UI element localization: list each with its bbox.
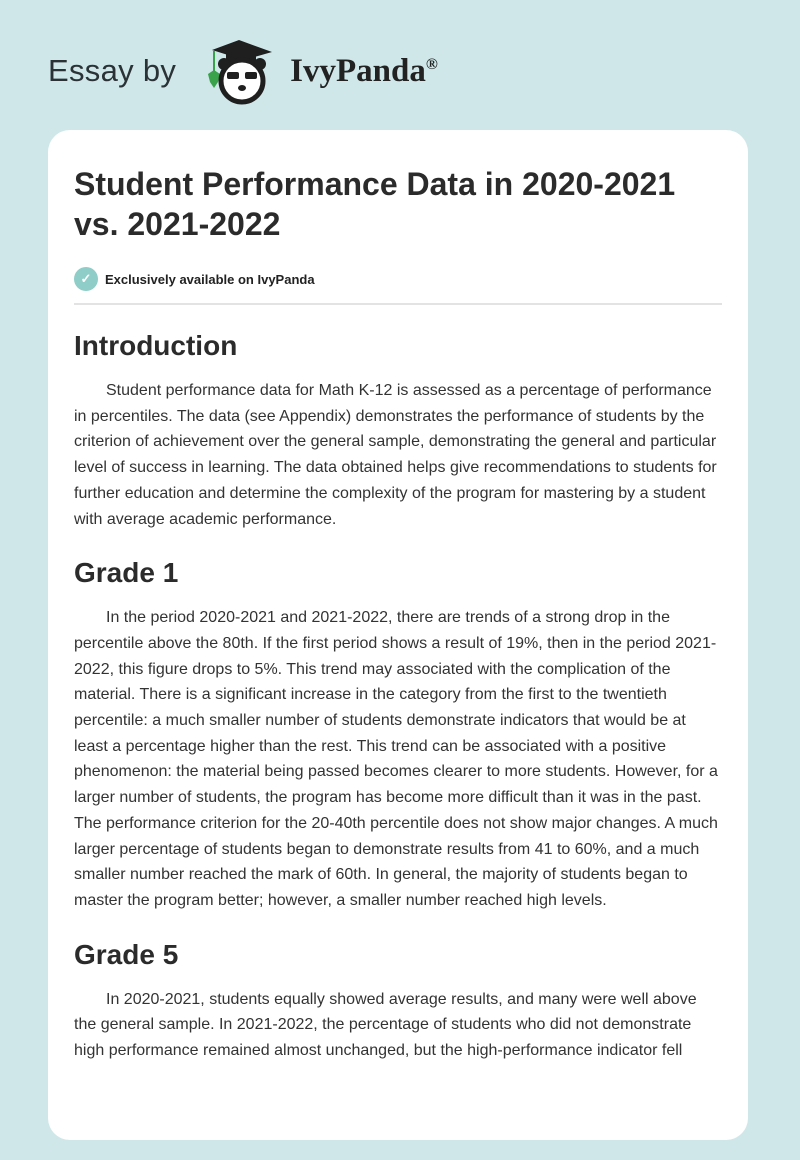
- section-paragraph-introduction: Student performance data for Math K-12 is assessed as a percentage of performance in percentiles. The data (see Appendix) demonstrates the performance of students by the criterion of achievement over the general sample, demonstrating the general and particular level of success in learning. The data obtained helps give recommendations to students for further education and determine the complexity of the program for mastering by a student with average academic performance.: [74, 382, 717, 528]
- section-paragraph-grade-5: In 2020-2021, students equally showed average results, and many were well above the general sample. In 2021-2022, the percentage of students who did not demonstrate high performance remained almost unchanged, but the high-performance indicator fell: [74, 990, 697, 1060]
- brand-text: IvyPanda: [290, 52, 426, 89]
- brand-name[interactable]: [290, 53, 438, 90]
- essay-by-label: Essay by: [48, 53, 177, 88]
- section-heading-introduction: Introduction: [74, 330, 238, 361]
- article-title: Student Performance Data in 2020-2021 vs. 2021-2022: [74, 166, 676, 242]
- section-heading-grade-1: Grade 1: [74, 557, 179, 589]
- article-card: [48, 130, 748, 1140]
- check-icon: ✓: [74, 267, 98, 291]
- panda-logo-icon[interactable]: [194, 36, 284, 106]
- section-paragraph-grade-1: In the period 2020-2021 and 2021-2022, there are trends of a strong drop in the percentile above the 80th. If the first period shows a result of 19%, then in the period 2021-2022, this figure drops to 5%. This trend may associated with the complication of the material. There is a significant increase in the category from the first to the twentieth percentile: a much smaller number of students demonstrate indicators that would be at least a percentage higher than the rest. This trend can be associated with a positive phenomenon: the material being passed becomes clearer to more students. However, for a larger number of students, the program has become more difficult than it was in the past. The performance criterion for the 20-40th percentile does not show major changes. A much larger percentage of students began to demonstrate results from 41 to 60%, and a much smaller number reached the mark of 60th. In general, the majority of students began to master the program better; however, a smaller number reached high levels.: [74, 609, 718, 909]
- site-header: [48, 36, 438, 106]
- section-heading-grade-5: Grade 5: [74, 938, 179, 970]
- exclusive-badge: [74, 267, 722, 291]
- divider: [74, 303, 722, 305]
- exclusive-text: Exclusively available on IvyPanda: [105, 271, 315, 287]
- registered-mark: ®: [425, 55, 438, 73]
